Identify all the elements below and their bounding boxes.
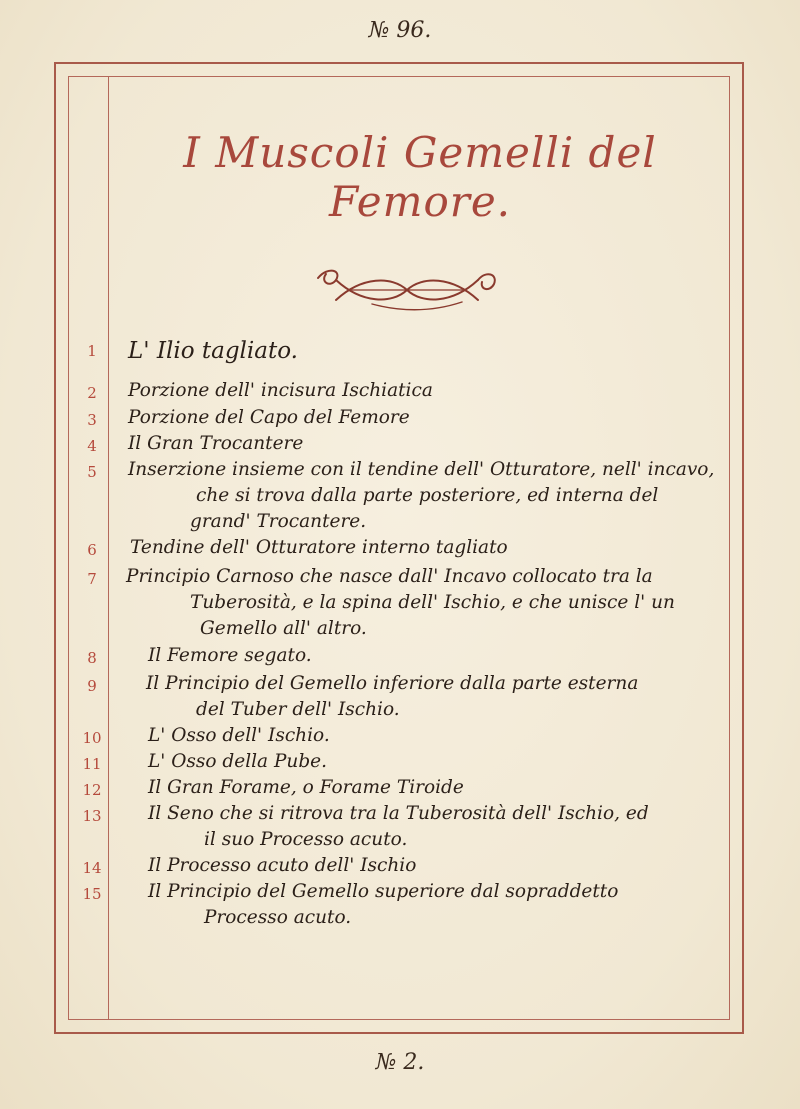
item-number: 14 — [82, 859, 102, 877]
item-text-line: Porzione del Capo del Femore — [128, 407, 410, 428]
item-text-line: Inserzione insieme con il tendine dell' Otturatore, nell' incavo, — [128, 459, 715, 480]
page-number-bottom: № 2. — [375, 1050, 425, 1075]
item-text-line: Processo acuto. — [204, 907, 352, 928]
item-text-line: L' Ilio tagliato. — [128, 338, 298, 364]
item-text-line: L' Osso dell' Ischio. — [148, 725, 330, 746]
item-text-line: Il Gran Trocantere — [128, 433, 304, 454]
item-text-line: Il Femore segato. — [148, 645, 312, 666]
item-number: 1 — [87, 342, 97, 360]
item-number: 8 — [87, 649, 97, 667]
item-number: 15 — [82, 885, 102, 903]
item-number: 6 — [87, 541, 97, 559]
item-text-line: Il Seno che si ritrova tra la Tuberosità dell' Ischio, ed — [148, 803, 649, 824]
item-text-line: Tuberosità, e la spina dell' Ischio, e che unisce l' un — [190, 592, 675, 613]
page-title: I Muscoli Gemelli del Femore. — [183, 128, 657, 226]
item-number: 7 — [87, 570, 97, 588]
item-text-line: Il Principio del Gemello superiore dal sopraddetto — [148, 881, 619, 902]
item-number: 9 — [87, 677, 97, 695]
item-number: 13 — [82, 807, 102, 825]
item-number: 10 — [82, 729, 102, 747]
item-text-line: Principio Carnoso che nasce dall' Incavo collocato tra la — [126, 566, 653, 587]
item-text-line: Gemello all' altro. — [200, 618, 367, 639]
item-text-line: del Tuber dell' Ischio. — [196, 699, 400, 720]
item-text-line: Il Gran Forame, o Forame Tiroide — [148, 777, 464, 798]
item-number: 3 — [87, 411, 97, 429]
item-text-line: Tendine dell' Otturatore interno tagliato — [130, 537, 508, 558]
item-text-line: il suo Processo acuto. — [204, 829, 408, 850]
item-text-line: grand' Trocantere. — [190, 511, 367, 532]
item-text-line: Il Processo acuto dell' Ischio — [148, 855, 417, 876]
item-text-line: Porzione dell' incisura Ischiatica — [128, 380, 433, 401]
item-text-line: L' Osso della Pube. — [148, 751, 327, 772]
page-number-top: № 96. — [368, 18, 432, 43]
item-number: 11 — [82, 755, 102, 773]
item-number: 12 — [82, 781, 102, 799]
item-text-line: che si trova dalla parte posteriore, ed interna del — [196, 485, 659, 506]
item-text-line: Il Principio del Gemello inferiore dalla parte esterna — [146, 673, 639, 694]
item-number: 2 — [87, 384, 97, 402]
item-number: 4 — [87, 437, 97, 455]
item-number: 5 — [87, 463, 97, 481]
